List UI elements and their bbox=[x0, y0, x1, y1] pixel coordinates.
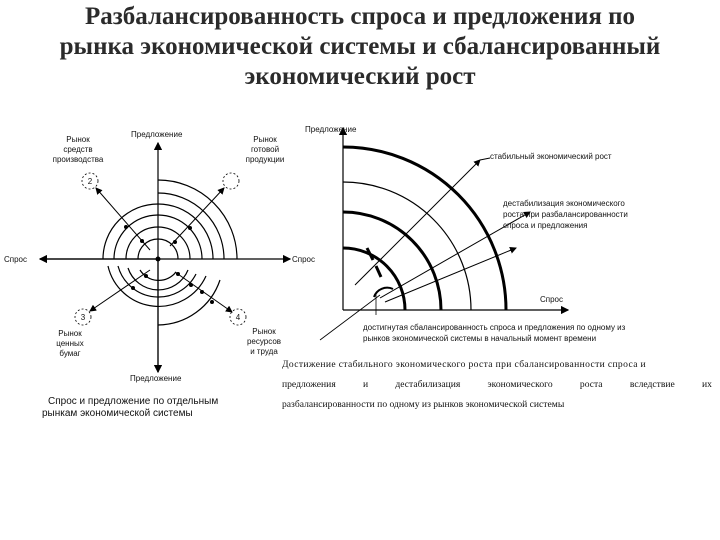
q3-label-3: бумаг bbox=[59, 349, 81, 358]
q1-number: 2 bbox=[87, 177, 93, 186]
arrow-to-q3 bbox=[90, 270, 150, 311]
q3-label-1: Рынок bbox=[58, 329, 82, 338]
q2-label-1: Рынок bbox=[253, 135, 277, 144]
label-destab-1: дестабилизация экономического bbox=[503, 199, 625, 208]
q4-label-1: Рынок bbox=[252, 327, 276, 336]
leader-stable bbox=[480, 158, 490, 160]
para-word: вследствие bbox=[629, 379, 675, 390]
dot bbox=[124, 225, 128, 229]
q1-label-1: Рынок bbox=[66, 135, 90, 144]
left-diagram bbox=[4, 130, 315, 383]
q2-label-3: продукции bbox=[245, 155, 285, 164]
left-dots bbox=[124, 225, 214, 304]
para-line-2 bbox=[282, 378, 712, 391]
label-destab-2: роста при разбалансированности bbox=[503, 210, 628, 219]
para-line-3 bbox=[282, 398, 712, 411]
dot bbox=[176, 272, 180, 276]
dot bbox=[156, 257, 161, 262]
left-caption bbox=[42, 396, 218, 420]
label-achieved-1: достигнутая сбалансированность спроса и предложения по одному из bbox=[363, 323, 626, 332]
title-line-3: экономический рост bbox=[244, 63, 476, 90]
dot bbox=[140, 239, 144, 243]
para-word: и bbox=[363, 379, 369, 390]
q1-label-3: производства bbox=[52, 155, 104, 164]
q1-label-2: средств bbox=[63, 145, 93, 154]
label-stable: стабильный экономический рост bbox=[490, 152, 612, 161]
description-paragraph bbox=[282, 358, 712, 411]
right-axis-y-label: Предложение bbox=[305, 125, 357, 134]
dot bbox=[200, 290, 204, 294]
para-word: дестабилизация bbox=[395, 379, 461, 390]
left-axis-left-label: Спрос bbox=[4, 255, 28, 264]
dot bbox=[210, 300, 214, 304]
left-axis-bottom-label: Предложение bbox=[130, 374, 182, 383]
right-arc-3 bbox=[343, 248, 405, 310]
right-axis-x-label: Спрос bbox=[540, 295, 564, 304]
dot bbox=[188, 226, 192, 230]
label-achieved-2: рынков экономической системы в начальный момент времени bbox=[363, 334, 597, 343]
q3-label-2: ценных bbox=[56, 339, 84, 348]
left-axis-right-label: Спрос bbox=[292, 255, 316, 264]
dashed-circle-top-right bbox=[223, 173, 239, 189]
dash-2 bbox=[376, 266, 381, 277]
q3-number: 3 bbox=[80, 313, 86, 322]
left-axis-top-label: Предложение bbox=[131, 130, 183, 139]
q4-label-3: и труда bbox=[250, 347, 278, 356]
para-line-1-text: Достижение стабильного экономического роста при сбалансированности спроса и bbox=[282, 359, 647, 370]
right-arc-2 bbox=[343, 212, 441, 310]
dot bbox=[144, 274, 148, 278]
para-word: экономического bbox=[487, 379, 553, 390]
para-word: предложения bbox=[282, 379, 336, 390]
para-line-1 bbox=[282, 358, 712, 371]
dot bbox=[131, 286, 135, 290]
arrow-stable bbox=[355, 160, 480, 285]
q2-label-2: готовой bbox=[250, 145, 280, 154]
q4-number: 4 bbox=[235, 313, 241, 322]
title-line-1: Разбалансированность спроса и предложения по bbox=[84, 3, 636, 30]
left-arrows bbox=[90, 188, 232, 312]
right-arc-thin bbox=[343, 182, 471, 310]
dot bbox=[189, 283, 193, 287]
lower-arcs bbox=[108, 266, 220, 325]
q4-label-2: ресурсов bbox=[246, 337, 282, 346]
right-diagram bbox=[305, 125, 628, 343]
para-word: роста bbox=[579, 379, 603, 390]
arc-upper-6 bbox=[158, 180, 237, 259]
label-destab-3: спроса и предложения bbox=[503, 221, 588, 230]
arc-lower-3 bbox=[118, 266, 196, 297]
caption-line-1: Спрос и предложение по отдельным bbox=[48, 396, 219, 407]
dot bbox=[173, 240, 177, 244]
arrow-destab-2 bbox=[385, 248, 516, 302]
para-line-3-text: разбалансированности по одному из рынков экономической системы bbox=[282, 399, 565, 410]
para-word: их bbox=[702, 379, 712, 390]
caption-line-2: рынкам экономической системы bbox=[42, 408, 193, 419]
title-line-2: рынка экономической системы и сбалансированный bbox=[59, 33, 661, 60]
